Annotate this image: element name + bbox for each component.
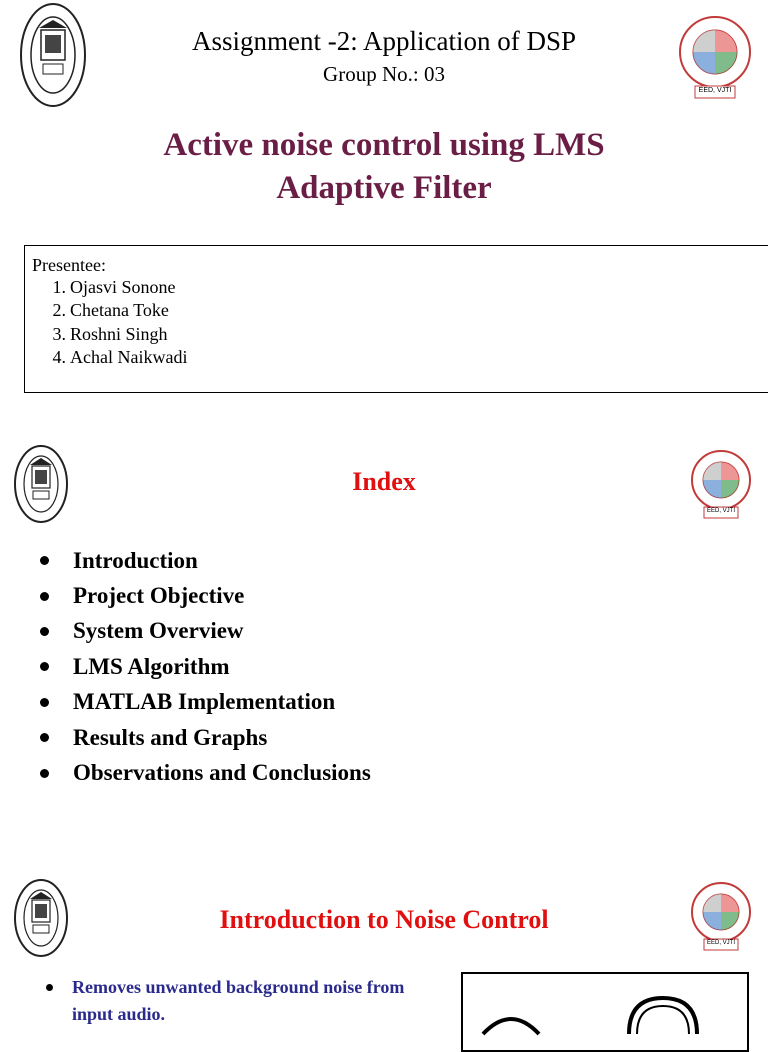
eed-logo-caption: EED, VJTI [706, 508, 735, 514]
index-item-label: Introduction [73, 547, 198, 573]
bullet-icon [46, 984, 53, 991]
intro-point [46, 974, 446, 1028]
index-item [40, 720, 371, 755]
project-title-line2: Adaptive Filter [276, 170, 492, 206]
bullet-icon [40, 662, 49, 671]
presentee-item [25, 324, 187, 347]
index-item-label: LMS Algorithm [73, 653, 230, 679]
presentee-name: Chetana Toke [70, 300, 169, 321]
presentee-number: 1. [52, 277, 66, 297]
headphones-image [461, 972, 749, 1052]
index-item [40, 578, 371, 613]
intro-points [46, 974, 446, 1028]
index-item [40, 755, 371, 790]
index-item [40, 649, 371, 684]
headphones-icon [463, 974, 747, 1050]
intro-point-text: Removes unwanted background noise from input audio. [72, 977, 405, 1024]
project-title-line1: Active noise control using LMS [163, 127, 605, 163]
index-item-label: Observations and Conclusions [73, 760, 371, 786]
bullet-icon [40, 733, 49, 742]
eed-logo-caption: EED, VJTI [706, 940, 735, 946]
presentee-number: 2. [52, 300, 66, 321]
bullet-icon [40, 627, 49, 636]
index-item [40, 685, 371, 720]
bullet-icon [40, 556, 49, 565]
presentee-name: Achal Naikwadi [70, 346, 188, 367]
presentee-name: Roshni Singh [70, 323, 168, 344]
presentee-list [25, 277, 187, 370]
presentee-item [25, 300, 187, 323]
index-title: Index [352, 467, 416, 496]
assignment-title: Assignment -2: Application of DSP [192, 26, 576, 56]
index-item [40, 614, 371, 649]
index-item-label: System Overview [73, 618, 244, 644]
index-item-label: MATLAB Implementation [73, 689, 336, 715]
presentee-item [25, 347, 187, 370]
index-list [40, 543, 371, 791]
bullet-icon [40, 592, 49, 601]
index-item-label: Results and Graphs [73, 724, 268, 750]
index-item [40, 543, 371, 578]
presentee-name: Ojasvi Sonone [70, 277, 176, 297]
presentee-number: 4. [52, 346, 66, 367]
group-number: Group No.: 03 [323, 62, 445, 86]
bullet-icon [40, 769, 49, 778]
intro-title: Introduction to Noise Control [219, 905, 549, 934]
presentee-label: Presentee: [32, 255, 106, 275]
eed-logo-caption: EED, VJTI [698, 87, 732, 94]
presentee-item [25, 277, 187, 300]
index-item-label: Project Objective [73, 583, 245, 609]
bullet-icon [40, 698, 49, 707]
presentee-box [24, 245, 768, 393]
presentee-number: 3. [52, 323, 66, 344]
